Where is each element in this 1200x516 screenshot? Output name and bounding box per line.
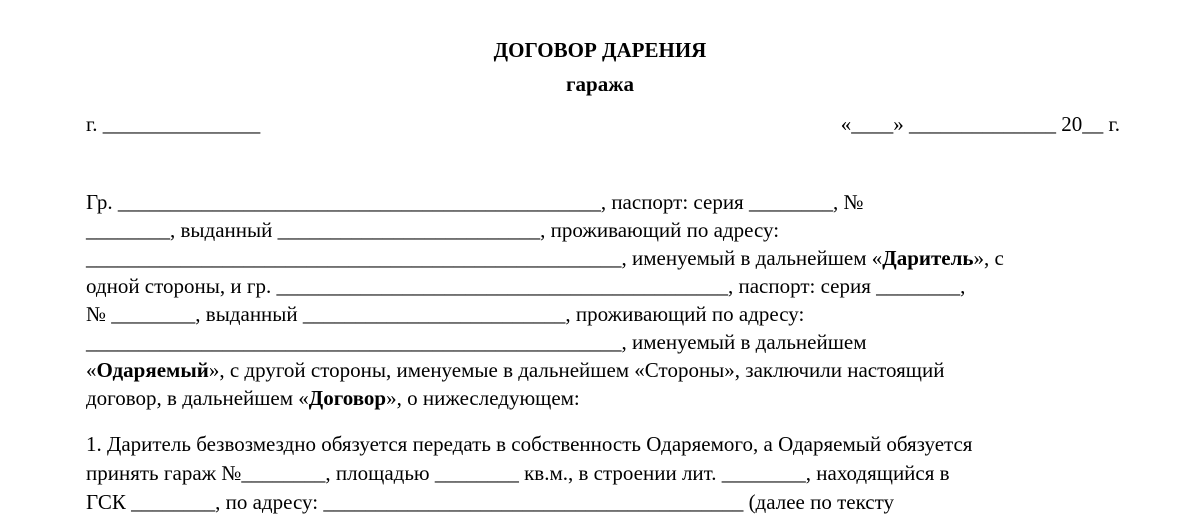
preamble-line (86, 328, 867, 356)
preamble-line (86, 216, 779, 244)
text-run: ___________________________________________________, именуемый в дальнейшем (86, 330, 867, 354)
preamble-line (86, 356, 944, 384)
document-title: ДОГОВОР ДАРЕНИЯ (493, 38, 707, 62)
place-field: г. _______________ (86, 112, 261, 136)
text-run: « (86, 358, 97, 382)
text-run: договор, в дальнейшем « (86, 386, 309, 410)
text-run: Гр. ______________________________________________, паспорт: серия ________, № (86, 190, 864, 214)
text-run: ___________________________________________________, именуемый в дальнейшем « (86, 246, 883, 270)
document-subtitle: гаража (566, 72, 634, 96)
text-run: ________, выданный _________________________, проживающий по адресу: (86, 218, 780, 242)
bold-term: Договор (308, 386, 387, 410)
text-run: ГСК ________, по адресу: ________________________________________ (далее по тексту (86, 490, 895, 514)
preamble-line (86, 272, 965, 300)
clause-line (86, 430, 972, 458)
text-run: принять гараж №________, площадью ________ кв.м., в строении лит. ________, находящийся в (86, 461, 950, 485)
preamble-line (86, 188, 864, 216)
preamble-line (86, 244, 1004, 272)
text-run: 1. Даритель безвозмездно обязуется передать в собственность Одаряемого, а Одаряемый обязуется (86, 432, 973, 456)
date-field: «____» ______________ 20__ г. (840, 112, 1120, 136)
text-run: одной стороны, и гр. ___________________________________________, паспорт: серия ________, (86, 274, 966, 298)
clause-line (86, 459, 950, 487)
text-run: », о нижеследующем: (386, 386, 580, 410)
preamble-line (86, 300, 804, 328)
bold-term: Даритель (882, 246, 974, 270)
text-run: № ________, выданный _________________________, проживающий по адресу: (86, 302, 805, 326)
text-run: », с другой стороны, именуемые в дальнейшем «Стороны», заключили настоящий (208, 358, 945, 382)
text-run: », с (973, 246, 1004, 270)
preamble-line (86, 384, 580, 412)
clause-line (86, 488, 894, 516)
bold-term: Одаряемый (96, 358, 209, 382)
